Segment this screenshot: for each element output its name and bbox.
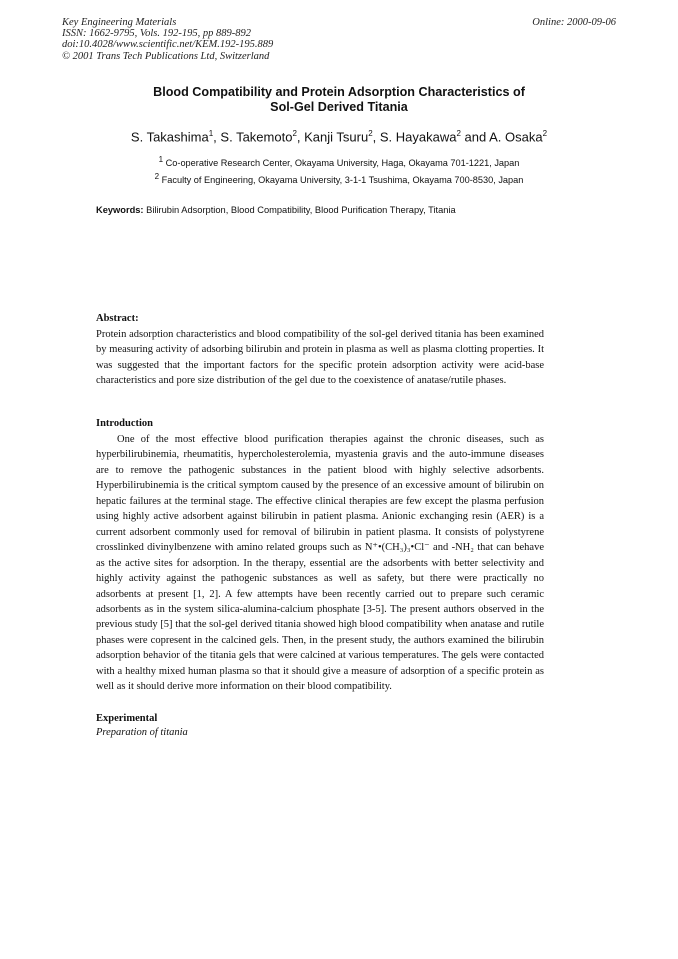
affiliation-number: 2 — [154, 172, 160, 181]
author-name: Kanji Tsuru — [304, 129, 369, 145]
affiliation-text: Faculty of Engineering, Okayama University, 3-1-1 Tsushima, Okayama 700-8530, Japan — [161, 175, 524, 186]
abstract-heading: Abstract: — [96, 313, 139, 324]
journal-header — [62, 17, 273, 62]
abstract-text: Protein adsorption characteristics and blood compatibility of the sol-gel derived titania has been examined by measuring activity of adsorbing bilirubin and protein in plasma as well as plasma clotting properties. It was suggested that the important factors for the specific protein adsorption activity were acid-base characteristics and pore size distribution of the gel due to the coexistence of anatase/rutile phases. — [96, 329, 544, 387]
author-name: S. Hayakawa — [379, 129, 457, 145]
copyright-line: © 2001 Trans Tech Publications Ltd, Switzerland — [62, 50, 270, 62]
author-affiliation-mark: 2 — [456, 129, 461, 138]
affiliation-2 — [0, 172, 678, 185]
introduction-text: One of the most effective blood purification therapies against the chronic diseases, such as hyperbilirubinemia, rheumatitis, hypercholesterolemia, myastenia gravis and the auto-immune diseases are to remove the pathogenic substances in the patient blood with highly selective adsorbents. Hyperbilirubinemia is the critical symptom caused by the presence of an excessive amount of bilirubin on hepatic failures at the terminal stage. The effective clinical therapies are few except the plasma perfusion using highly active adsorbent against bilirubin in patient plasma. Anionic exchanging resin (AER) is a current adsorbent commonly used for removal of bilirubin in patient plasma. It consists of polystyrene crosslinked divinylbenzene with amino related groups such as N⁺•(CH₃)₃•Cl⁻ and -NH₂ that can behave as the active sites for adsorption. In the therapy, essential are the adsorbents with better selectivity and highly activity against the pathogenic substances as well as safety, but there were practically no adsorbents at present [1, 2]. A few attempts have been recently carried out to prepare such ceramic adsorbents as in the system silica-alumina-calcium phosphate [3-5]. The present authors observed in the previous study [5] that the sol-gel derived titania showed high blood compatibility when anatase and rutile phases were copresent in the calcined gels. Then, in the present study, the authors examined the bilirubin adsorption behavior of the titania gels that were calcined at various temperatures. The gels were contacted with a healthy mixed human plasma so that it should give a measure of adsorption of a specific protein as well as it should derive more information on their blood compatibility. — [96, 434, 544, 693]
title-line-1: Blood Compatibility and Protein Adsorption Characteristics of — [153, 85, 525, 99]
affiliation-1 — [0, 155, 678, 168]
experimental-heading: Experimental — [96, 713, 158, 724]
keywords — [96, 205, 456, 215]
online-date: Online: 2000-09-06 — [532, 17, 616, 28]
issn-line: ISSN: 1662-9795, Vols. 192-195, pp 889-892 — [62, 28, 251, 40]
keywords-label: Keywords: — [96, 205, 144, 215]
author-affiliation-mark: 2 — [542, 129, 548, 138]
author-affiliation-mark: 1 — [208, 129, 214, 138]
subsection-heading: Preparation of titania — [96, 727, 188, 738]
author-name: A. Osaka — [489, 129, 543, 145]
author-name: S. Takashima — [130, 129, 209, 145]
introduction-heading: Introduction — [96, 418, 153, 429]
affiliation-number: 1 — [158, 155, 164, 164]
doi-line: doi:10.4028/www.scientific.net/KEM.192-195.889 — [62, 39, 274, 51]
author-name: S. Takemoto — [220, 129, 293, 145]
paper-title — [0, 85, 678, 115]
affiliation-text: Co-operative Research Center, Okayama University, Haga, Okayama 701-1221, Japan — [165, 158, 520, 169]
keywords-text: Bilirubin Adsorption, Blood Compatibility, Blood Purification Therapy, Titania — [146, 205, 456, 215]
author-list: S. Takashima$^1$, S. Takemoto$^2$, Kanji Tsuru$^2$, S. Hayakawa$^2$ and A. Osaka$^2$ — [130, 129, 548, 145]
author-affiliation-mark: 2 — [368, 129, 373, 138]
author-affiliation-mark: 2 — [292, 129, 297, 138]
journal-name: Key Engineering Materials — [62, 17, 177, 28]
title-line-2: Sol-Gel Derived Titania — [270, 100, 408, 114]
